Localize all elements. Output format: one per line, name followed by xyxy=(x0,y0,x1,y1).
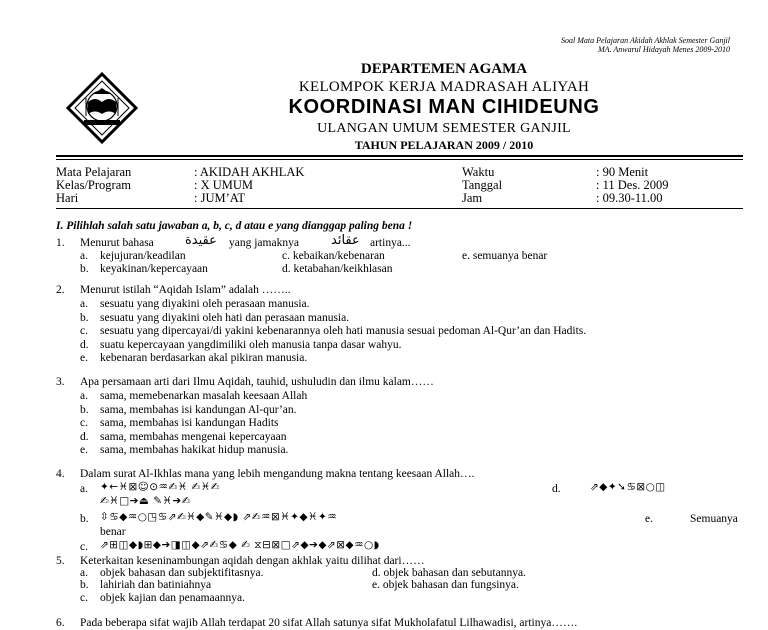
q3-text: Apa persamaan arti dari Ilmu Aqidah, tauhid, ushuludin dan ilmu kalam…… xyxy=(80,376,434,388)
q1-option-a-letter: a. xyxy=(80,250,88,262)
q4-option-e: Semuanya xyxy=(690,513,738,525)
q3-option-text: sama, memebenarkan masalah keesaan Allah xyxy=(100,390,308,402)
header-line-1: DEPARTEMEN AGAMA xyxy=(360,61,528,77)
q4-text: Dalam surat Al-Ikhlas mana yang lebih mengandung makna tentang keesaan Allah…. xyxy=(80,468,475,480)
header-rule-thin xyxy=(56,159,743,160)
q1-text-mid: yang jamaknya xyxy=(229,237,299,249)
info-rule xyxy=(56,208,743,209)
header-line-3: KOORDINASI MAN CIHIDEUNG xyxy=(288,96,600,118)
info-label-subject: Mata Pelajaran xyxy=(56,165,132,179)
q2-option-letter: c. xyxy=(80,325,88,337)
top-note-line-1: Soal Mata Pelajaran Akidah Akhlak Semester Ganjil xyxy=(560,36,730,45)
q1-text-pre: Menurut bahasa xyxy=(80,237,154,249)
q2-option-letter: e. xyxy=(80,352,88,364)
info-label-class: Kelas/Program xyxy=(56,178,131,192)
info-value-date: : 11 Des. 2009 xyxy=(596,178,669,192)
q2-text: Menurut istilah “Aqidah Islam” adalah …….. xyxy=(80,284,291,296)
info-value-time: : 90 Menit xyxy=(596,165,649,179)
q5-option-d: d. objek bahasan dan sebutannya. xyxy=(372,567,526,579)
q1-text-post: artinya... xyxy=(370,237,411,249)
q1-arabic-aqidah: عقيدة xyxy=(185,233,217,248)
q3-option-text: sama, membahas hakikat hidup manusia. xyxy=(100,444,289,456)
q5-option-a-letter: a. xyxy=(80,567,88,579)
header-line-4: ULANGAN UMUM SEMESTER GANJIL xyxy=(317,121,571,136)
q4-option-c-glyphs: ⇗⊞◫◆◗⊞◆➔◨◫◆⇗✍♋◆ ✍ ⧖⊟⊠□⇗◆➔◆⇗⊠◆♒○◗ xyxy=(100,539,380,551)
q6-number: 6. xyxy=(56,617,65,629)
q3-option-letter: e. xyxy=(80,444,88,456)
header-line-5: TAHUN PELAJARAN 2009 / 2010 xyxy=(354,138,534,152)
q4-option-a-glyphs-1: ✦←♓⊠☺⊙♒✍♓ ✍♓✍ xyxy=(100,481,221,493)
q3-option-letter: d. xyxy=(80,430,89,443)
q4-option-b-letter: b. xyxy=(80,513,89,525)
q1-option-b-letter: b. xyxy=(80,263,89,275)
q4-option-a-glyphs-2: ✍♓□➔⏏ ✎♓➔✍ xyxy=(100,495,191,507)
q3-option-text: sama, membahas isi kandungan Hadits xyxy=(100,417,279,429)
q5-option-a: objek bahasan dan subjektifitasnya. xyxy=(100,567,264,579)
q2-option-text: sesuatu yang diyakini oleh perasaan manusia. xyxy=(100,298,310,310)
q5-number: 5. xyxy=(56,555,65,567)
q3-option-text: sama, membahas isi kandungan Al-qur’an. xyxy=(100,403,297,416)
q3-option-text: sama, membahas mengenai kepercayaan xyxy=(100,430,287,443)
header-rule-thick xyxy=(56,155,743,157)
q1-option-a: kejujuran/keadilan xyxy=(100,250,186,262)
q5-option-c-letter: c. xyxy=(80,592,88,604)
info-value-hour: : 09.30-11.00 xyxy=(596,191,663,205)
q6-text: Pada beberapa sifat wajib Allah terdapat 20 sifat Allah satunya sifat Mukholafatul Lilhawadisi, artinya……. xyxy=(80,617,578,629)
q5-option-b: lahiriah dan batiniahnya xyxy=(100,579,212,591)
q3-option-letter: c. xyxy=(80,417,88,429)
q3-option-letter: b. xyxy=(80,403,89,416)
q5-text: Keterkaitan keseninambungan aqidah dengan akhlak yaitu dilihat dari…… xyxy=(80,555,425,567)
q1-option-d: d. ketabahan/keikhlasan xyxy=(282,263,393,275)
q3-option-letter: a. xyxy=(80,390,88,402)
q4-option-e-cont: benar xyxy=(100,526,126,538)
q4-number: 4. xyxy=(56,468,65,480)
q2-number: 2. xyxy=(56,284,65,296)
q1-option-e: e. semuanya benar xyxy=(462,250,548,262)
q2-option-letter: a. xyxy=(80,298,88,310)
info-label-time: Waktu xyxy=(462,165,495,179)
q1-arabic-aqaid: عقائد xyxy=(331,233,360,248)
top-note-line-2: MA. Anwarul Hidayah Menes 2009-2010 xyxy=(597,45,730,54)
q5-option-e: e. objek bahasan dan fungsinya. xyxy=(372,579,519,591)
info-value-day: : JUM’AT xyxy=(194,191,246,205)
q4-option-d-glyphs: ⇗◆✦➘♋⊠○◫ xyxy=(590,481,666,493)
info-label-hour: Jam xyxy=(462,191,483,205)
q1-option-b: keyakinan/kepercayaan xyxy=(100,263,208,275)
q2-option-text: kebenaran berdasarkan akal pikiran manusia. xyxy=(100,352,308,364)
q2-option-text: sesuatu yang dipercayai/di yakini kebenarannya oleh hati manusia sesuai pedoman Al-Qur’an dan Hadits. xyxy=(100,325,587,337)
q1-option-c: c. kebaikan/kebenaran xyxy=(282,250,385,262)
q4-option-e-letter: e. xyxy=(645,513,653,525)
q1-number: 1. xyxy=(56,237,65,249)
q4-option-b-glyphs: ⇳♋◆♒○◳♋⇗✍♓◆✎♓◆◗ ⇗✍♒⊠♓✦◆♓✦♒ xyxy=(100,511,338,523)
top-note xyxy=(561,36,730,54)
q4-option-a-letter: a. xyxy=(80,483,88,495)
q2-option-letter: b. xyxy=(80,311,89,324)
header-line-2: KELOMPOK KERJA MADRASAH ALIYAH xyxy=(298,79,590,95)
info-value-subject: : AKIDAH AKHLAK xyxy=(194,165,305,179)
info-value-class: : X UMUM xyxy=(194,178,254,192)
q2-option-letter: d. xyxy=(80,338,89,351)
info-label-day: Hari xyxy=(56,191,79,205)
q3-number: 3. xyxy=(56,376,65,388)
q2-option-text: sesuatu yang diyakini oleh hati dan perasaan manusia. xyxy=(100,311,350,324)
q5-option-b-letter: b. xyxy=(80,579,89,591)
info-label-date: Tanggal xyxy=(462,178,503,192)
q4-option-c-letter: c. xyxy=(80,541,88,553)
q2-option-text: suatu kepercayaan yangdimiliki oleh manusia tanpa dasar wahyu. xyxy=(100,338,402,351)
q5-option-c: objek kajian dan penamaannya. xyxy=(100,592,245,604)
q4-option-d-letter: d. xyxy=(552,483,561,495)
section-title: I. Pilihlah salah satu jawaban a, b, c, d atau e yang dianggap paling bena ! xyxy=(56,220,413,232)
